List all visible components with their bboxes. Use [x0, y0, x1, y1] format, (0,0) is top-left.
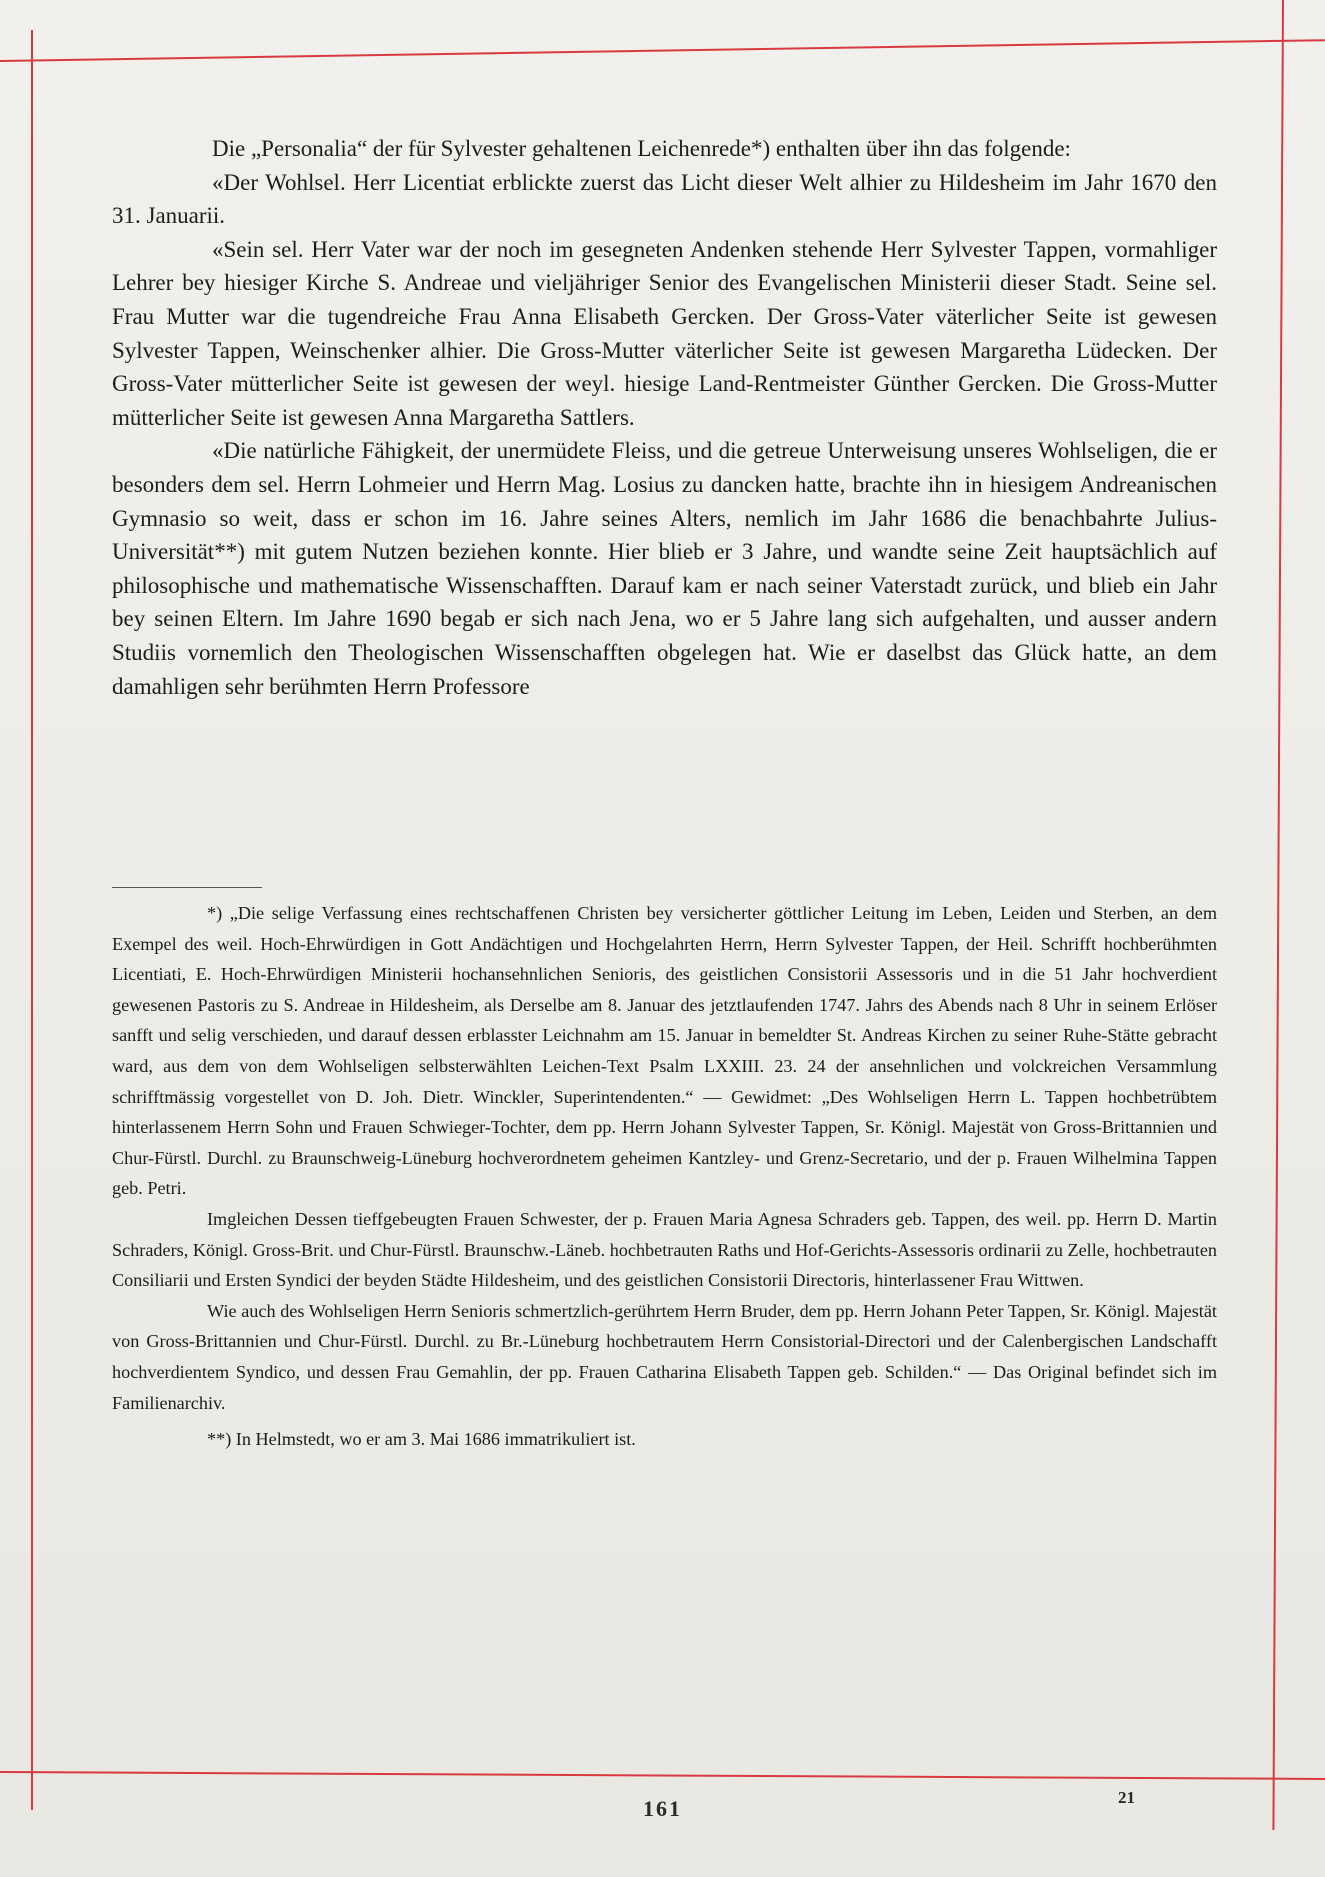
footnote-funeral-sermon: *) „Die selige Verfassung eines rechtschaffenen Christen bey versicherter göttlicher Leitung im Leben, Leiden und Sterben, an dem Exempel des weil. Hoch-Ehrwürdigen in Gott Andächtigen und Hochgelahrten Herrn, Herrn Sylvester Tappen, der Heil. Schrifft hochberühmten Licentiati, E. Hoch-Ehrwürdigen Ministerii hochansehnlichen Senioris, des geistlichen Consistorii Assessoris und in die 51 Jahr hochverdient gewesenen Pastoris zu S. Andreae in Hildesheim, als Derselbe am 8. Januar des jetztlaufenden 1747. Jahrs des Abends nach 8 Uhr in seinem Erlöser sanfft und selig verschieden, und darauf dessen erblasster Leichnahm am 15. Januar in bemeldter St. Andreas Kirchen zu seiner Ruhe-Stätte gebracht ward, aus dem von dem Wohlseligen selbsterwählten Leichen-Text Psalm LXXIII. 23. 24 der ansehnlichen und volckreichen Versammlung schrifftmässig vorgestellet von D. Joh. Dietr. Winckler, Superintendenten.“ — Gewidmet: „Des Wohlseligen Herrn L. Tappen hochbetrübtem hinterlassenem Herrn Sohn und Frauen Schwieger-Tochter, dem pp. Herrn Johann Sylvester Tappen, Sr. Königl. Majestät von Gross-Brittannien und Chur-Fürstl. Durchl. zu Braunschweig-Lüneburg hochverordnetem geheimen Kantzley- und Grenz-Secretario, und der p. Frauen Wilhelmina Tappen geb. Petri.: [112, 903, 1217, 1199]
paragraph-education: «Die natürliche Fähigkeit, der unermüdete Fleiss, und die getreue Unterweisung unseres Wohlseligen, die er besonders dem sel. Herrn Lohmeier und Herrn Mag. Losius zu dancken hatte, brachte ihn in hiesigem Andreanischen Gymnasio so weit, dass er schon im 16. Jahre seines Alters, nemlich im Jahr 1686 die benachbahrte Julius-Universität**) mit gutem Nutzen beziehen konnte. Hier blieb er 3 Jahre, und wandte seine Zeit hauptsächlich auf philosophische und mathematische Wissenschafften. Darauf kam er nach seiner Vaterstadt zurück, und blieb ein Jahr bey seinen Eltern. Im Jahre 1690 begab er sich nach Jena, wo er 5 Jahre lang sich aufgehalten, und ausser andern Studiis vornemlich den Theologischen Wissenschafften obgelegen hat. Wie er daselbst das Glück hatte, an dem damahligen sehr berühmten Herrn Professore: [112, 438, 1217, 699]
paragraph-parents: «Sein sel. Herr Vater war der noch im gesegneten Andenken stehende Herr Sylvester Tappen, vormahliger Lehrer bey hiesiger Kirche S. Andreae und vieljähriger Senior des Evangelischen Ministerii dieser Stadt. Seine sel. Frau Mutter war die tugendreiche Frau Anna Elisabeth Gercken. Der Gross-Vater väterlicher Seite ist gewesen Sylvester Tappen, Weinschenker alhier. Die Gross-Mutter väterlicher Seite ist gewesen Margaretha Lüdecken. Der Gross-Vater mütterlicher Seite ist gewesen der weyl. hiesige Land-Rentmeister Günther Gercken. Die Gross-Mutter mütterlicher Seite ist gewesen Anna Margaretha Sattlers.: [112, 236, 1217, 430]
footnote-separator: [112, 887, 262, 888]
right-frame-line: [1272, 0, 1284, 1830]
page-number: 161: [643, 1796, 682, 1821]
paragraph-birth: «Der Wohlsel. Herr Licentiat erblickte zuerst das Licht dieser Welt alhier zu Hildesheim im Jahr 1670 den 31. Januarii.: [112, 169, 1217, 229]
bottom-frame-line: [0, 1771, 1325, 1780]
footnotes: [112, 898, 1217, 1455]
top-frame-line: [0, 39, 1325, 62]
footnote-helmstedt: **) In Helmstedt, wo er am 3. Mai 1686 immatrikuliert ist.: [207, 1429, 636, 1450]
footnote-sister: Imgleichen Dessen tieffgebeugten Frauen Schwester, der p. Frauen Maria Agnesa Schraders geb. Tappen, des weil. pp. Herrn D. Martin Schraders, Königl. Gross-Brit. und Chur-Fürstl. Braunschw.-Läneb. hochbetrauten Raths und Hof-Gerichts-Assessoris ordinarii zu Zelle, hochbetrauten Consiliarii und Ersten Syndici der beyden Städte Hildesheim, und des geistlichen Consistorii Directoris, hinterlassener Frau Wittwen.: [112, 1208, 1217, 1291]
body-text: [112, 132, 1217, 703]
footnote-brother: Wie auch des Wohlseligen Herrn Senioris schmertzlich-gerührtem Herrn Bruder, dem pp. Herrn Johann Peter Tappen, Sr. Königl. Majestät von Gross-Brittannien und Chur-Fürstl. Durchl. zu Br.-Lüneburg hochbetrautem Herrn Consistorial-Directori und der Calenbergischen Landschafft hochverdientem Syndico, und dessen Frau Gemahlin, der pp. Frauen Catharina Elisabeth Tappen geb. Schilden.“ — Das Original befindet sich im Familienarchiv.: [112, 1300, 1217, 1413]
paragraph-intro: Die „Personalia“ der für Sylvester gehaltenen Leichenrede*) enthalten über ihn das folgende:: [212, 136, 1071, 161]
sheet-number: 21: [1118, 1788, 1135, 1807]
left-frame-line: [31, 30, 33, 1810]
